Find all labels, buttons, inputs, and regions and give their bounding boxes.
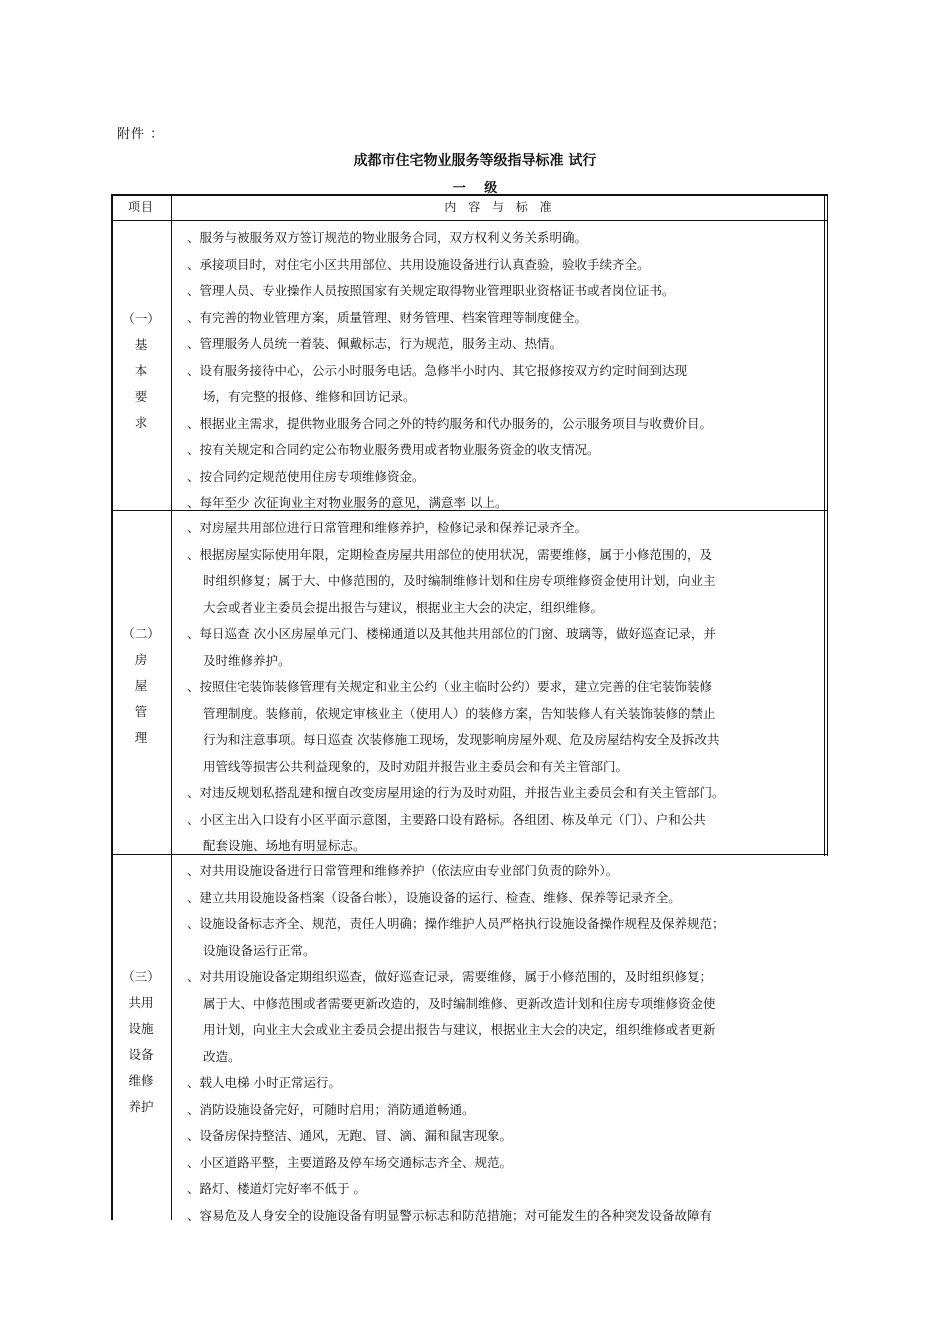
section-label-line: 共用 [128, 995, 154, 1010]
section-2-content [187, 515, 867, 860]
standard-line: 、每日巡查 次小区房屋单元门、楼梯通道以及其他共用部位的门窗、玻璃等，做好巡查记录，并 [187, 626, 716, 641]
section-label-line: 管 [134, 704, 148, 719]
section-3-label [111, 964, 171, 1120]
standard-line: 、服务与被服务双方签订规范的物业服务合同，双方权利义务关系明确。 [187, 230, 588, 245]
section-label-line: （二） [122, 626, 160, 641]
standard-line: 、根据房屋实际使用年限，定期检查房屋共用部位的使用状况，需要维修，属于小修范围的，及 [187, 546, 713, 562]
standard-line: 、有完善的物业管理方案，质量管理、财务管理、档案管理等制度健全。 [187, 309, 588, 325]
header-rule [111, 220, 828, 221]
standard-line: 、对违反规划私搭乱建和擅自改变房屋用途的行为及时劝阻，并报告业主委员会和有关主管部门。 [187, 785, 725, 800]
standard-line: 、设有服务接待中心，公示小时服务电话。急修半小时内、其它报修按双方约定时间到达现 [187, 362, 688, 378]
standard-line: 、根据业主需求，提供物业服务合同之外的特约服务和代办服务的，公示服务项目与收费价目。 [187, 415, 713, 431]
standard-line: 场，有完整的报修、维修和回访记录。 [203, 389, 416, 404]
column-divider [171, 194, 172, 1220]
standard-line: 、设备房保持整洁、通风，无跑、冒、滴、漏和鼠害现象。 [187, 1128, 513, 1143]
section-label-line: 求 [134, 415, 148, 430]
section-label-line: 维修 [128, 1073, 154, 1088]
standard-line: 时组织修复；属于大、中修范围的，及时编制维修计划和住房专项维修资金使用计划，向业主 [203, 573, 716, 588]
standard-line: 属于大、中修范围或者需要更新改造的，及时编制维修、更新改造计划和住房专项维修资金使 [203, 995, 716, 1011]
standard-line: 、对房屋共用部位进行日常管理和维修养护，检修记录和保养记录齐全。 [187, 520, 588, 535]
section-label-line: 养护 [128, 1099, 154, 1114]
standard-line: 、对共用设施设备进行日常管理和维修养护（依法应由专业部门负责的除外）。 [187, 863, 619, 878]
standard-line: 、承接项目时，对住宅小区共用部位、共用设施设备进行认真查验，验收手续齐全。 [187, 256, 650, 272]
standards-table [111, 194, 828, 1223]
section-label-line: （一） [122, 311, 160, 326]
section-label-line: 房 [134, 652, 148, 667]
column-header-item: 项目 [127, 200, 154, 214]
standard-line: 配套设施、场地有明显标志。 [203, 838, 366, 853]
standard-line: 大会或者业主委员会提出报告与建议，根据业主大会的决定，组织维修。 [203, 599, 604, 615]
standard-line: 用计划，向业主大会或业主委员会提出报告与建议，根据业主大会的决定，组织维修或者更新 [203, 1022, 716, 1037]
section-label-line: （三） [122, 969, 160, 984]
standard-line: 行为和注意事项。每日巡查 次装修施工现场，发现影响房屋外观、危及房屋结构安全及拆改共 [203, 732, 720, 747]
standard-line: 、载人电梯 小时正常运行。 [187, 1075, 341, 1090]
standard-line: 、小区道路平整，主要道路及停车场交通标志齐全、规范。 [187, 1154, 513, 1170]
standard-line: 、小区主出入口设有小区平面示意图，主要路口设有路标。各组团、栋及单元（门）、户和公共 [187, 811, 706, 827]
standard-line: 、消防设施设备完好，可随时启用；消防通道畅通。 [187, 1101, 475, 1117]
standard-line: 、路灯、楼道灯完好率不低于 。 [187, 1181, 366, 1196]
section-2-label [111, 621, 171, 751]
standard-line: 设施设备运行正常。 [203, 942, 316, 958]
standard-line: 、容易危及人身安全的设施设备有明显警示标志和防范措施；对可能发生的各种突发设备故障有 [187, 1207, 713, 1223]
standard-line: 及时维修养护。 [203, 652, 291, 668]
attachment-label: 附件 ： [117, 127, 165, 142]
section-label-line: 设备 [128, 1047, 154, 1062]
standard-line: 用管线等损害公共利益现象的，及时劝阻并报告业主委员会和有关主管部门。 [203, 758, 629, 774]
section-label-line: 屋 [134, 678, 148, 693]
page-title: 成都市住宅物业服务等级指导标准 试行 [353, 153, 597, 169]
section-label-line: 设施 [128, 1021, 154, 1036]
standard-line: 改造。 [203, 1048, 241, 1064]
section-label-line: 要 [134, 389, 148, 404]
column-header-content: 内 容 与 标 准 [444, 200, 553, 214]
section-label-line: 本 [134, 363, 148, 378]
section-label-line: 基 [134, 337, 148, 352]
standard-line: 、对共用设施设备定期组织巡查，做好巡查记录，需要维修，属于小修范围的，及时组织修复； [187, 969, 713, 984]
standard-line: 、按照住宅装饰装修管理有关规定和业主公约（业主临时公约）要求，建立完善的住宅装饰装修 [187, 679, 713, 694]
standard-line: 、按有关规定和合同约定公布物业服务费用或者物业服务资金的收支情况。 [187, 442, 600, 457]
standard-line: 、设施设备标志齐全、规范，责任人明确；操作维护人员严格执行设施设备操作规程及保养规范； [187, 916, 725, 931]
section-label-line: 理 [134, 730, 148, 745]
standard-line: 管理制度。装修前，依规定审核业主（使用人）的装修方案，告知装修人有关装饰装修的禁止 [203, 705, 716, 721]
standard-line: 、每年至少 次征询业主对物业服务的意见，满意率 以上。 [187, 495, 508, 510]
level-heading: 一 级 [452, 181, 498, 196]
standard-line: 、管理服务人员统一着装、佩戴标志，行为规范，服务主动、热情。 [187, 336, 563, 351]
standard-line: 、按合同约定规范使用住房专项维修资金。 [187, 468, 425, 484]
standard-line: 、建立共用设施设备档案（设备台帐），设施设备的运行、检查、维修、保养等记录齐全。 [187, 889, 681, 905]
section-3-content [187, 858, 867, 1229]
section-1-label [111, 306, 171, 436]
standard-line: 、管理人员、专业操作人员按照国家有关规定取得物业管理职业资格证书或者岗位证书。 [187, 283, 675, 298]
section-1-content [187, 225, 867, 517]
